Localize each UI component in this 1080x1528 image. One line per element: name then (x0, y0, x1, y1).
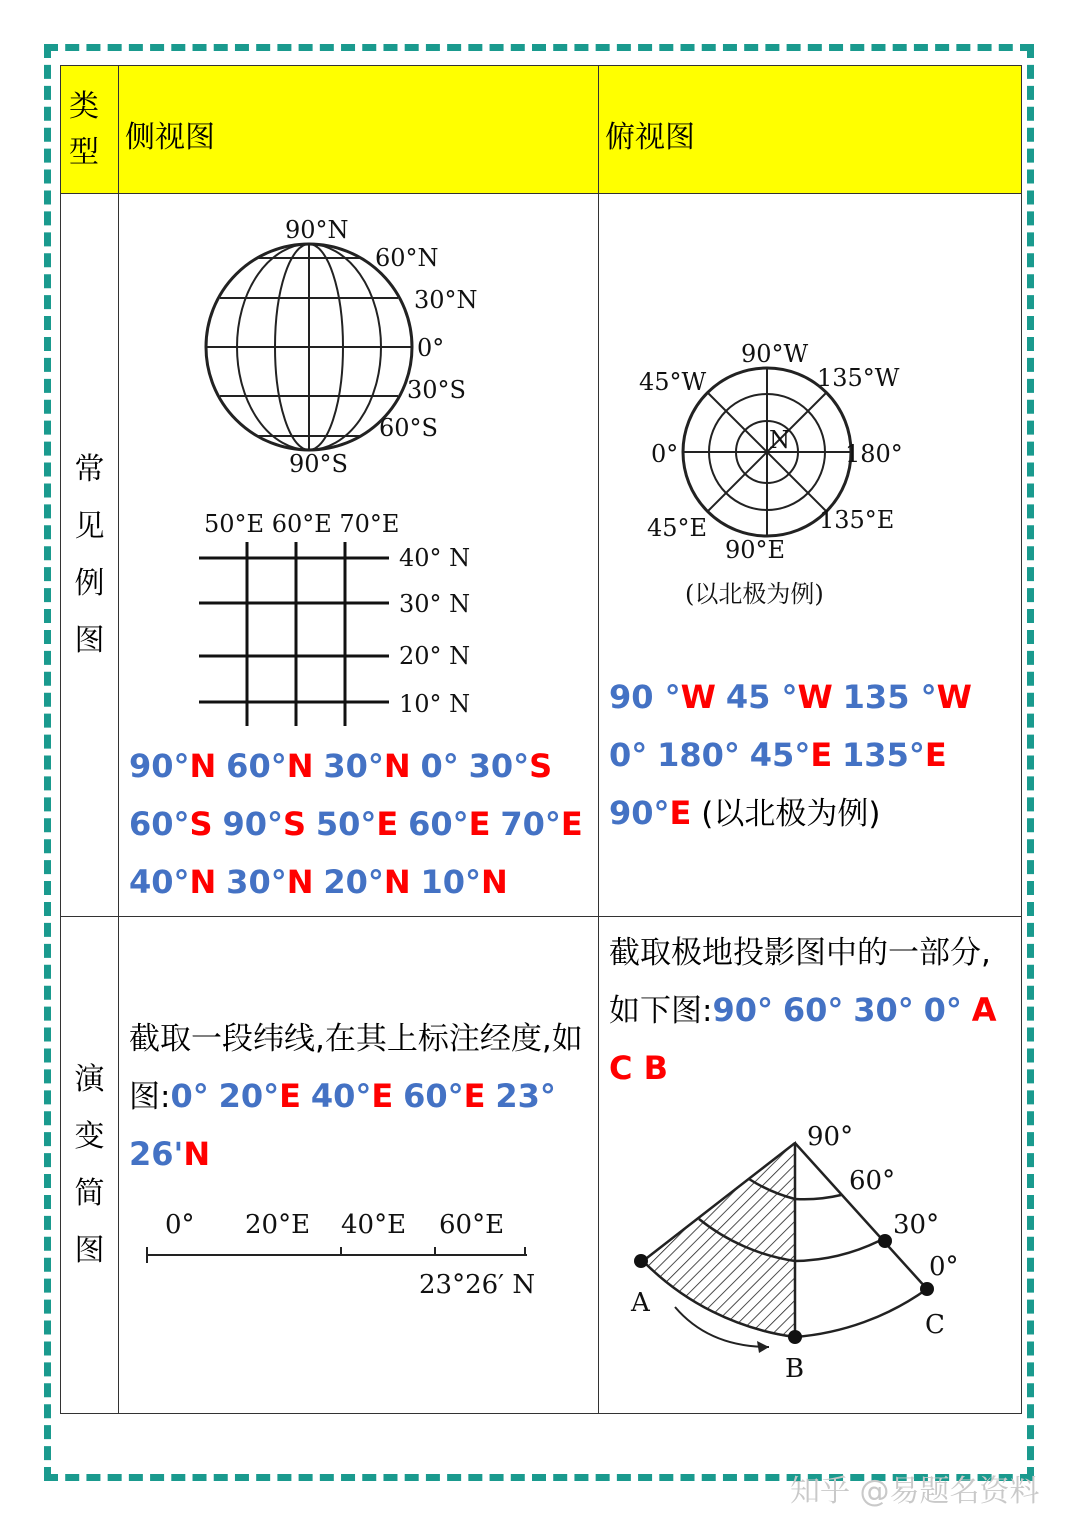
coord-direction: E (810, 736, 833, 774)
coord-direction: E (560, 805, 583, 843)
globe-label-30n: 30°N (414, 286, 478, 314)
coord-number: 0° (923, 991, 962, 1029)
coord-token (316, 805, 398, 843)
coord-number: 90° (712, 991, 773, 1029)
coord-token (323, 747, 410, 785)
segment-label-20e: 20°E (245, 1210, 311, 1240)
coord-number: 0° (420, 747, 459, 785)
coord-token (469, 747, 553, 785)
coord-direction: E (376, 805, 399, 843)
coord-token (750, 736, 832, 774)
header-top-cell (599, 66, 1022, 194)
coord-token (712, 991, 773, 1029)
segment-lat-label: 23°26′ N (419, 1270, 536, 1300)
coord-number: 60° (403, 1077, 464, 1115)
coord-number: 0° (170, 1077, 209, 1115)
polar-label-90w: 90°W (741, 340, 809, 368)
coord-token (226, 863, 313, 901)
coord-direction: N (286, 747, 314, 785)
coord-token (783, 991, 844, 1029)
coord-token (403, 1077, 485, 1115)
header-type-cell (61, 66, 119, 194)
coord-direction: S (282, 805, 307, 843)
coord-number: 30° (226, 863, 287, 901)
coord-token (421, 863, 508, 901)
coord-number: 60° (129, 805, 190, 843)
evolved-side-text: 截取一段纬线,在其上标注经度,如图: (129, 1021, 583, 1115)
coord-token (657, 736, 740, 774)
globe-label-90n: 90°N (285, 216, 349, 244)
coord-number: 70° (500, 805, 561, 843)
coord-number: 45 ° (725, 678, 798, 716)
coord-token (609, 736, 647, 774)
coord-token (924, 991, 962, 1029)
coord-token (129, 747, 216, 785)
coord-direction: E (463, 1077, 486, 1115)
coord-direction: E (669, 794, 692, 832)
coord-direction: W (797, 678, 833, 716)
top-view-example-cell (599, 194, 1022, 917)
coord-number: 23° 26' (129, 1077, 556, 1173)
coord-number: 0° (609, 736, 648, 774)
header-type: 类型 (69, 89, 99, 170)
watermark: 知乎 @易题名资料 (790, 1474, 1040, 1509)
globe-label-60n: 60°N (375, 244, 439, 272)
segment-label-0: 0° (165, 1210, 195, 1240)
coord-number: 60° (226, 747, 287, 785)
coord-direction: N (189, 747, 217, 785)
coord-token (219, 1077, 301, 1115)
grid-lat-30n: 30° N (399, 590, 471, 618)
polar-fan-diagram (599, 1111, 1020, 1411)
header-side-view: 侧视图 (125, 120, 215, 155)
coord-direction: N (183, 1135, 211, 1173)
evolved-top-caption (609, 925, 1015, 1098)
coord-direction: E (279, 1077, 301, 1115)
coord-direction: S (529, 747, 553, 785)
coord-number: 20° (218, 1077, 280, 1115)
coord-token (609, 678, 716, 716)
evolved-row (61, 917, 1022, 1414)
coord-number: 90° (609, 794, 670, 832)
globe-label-30s: 30°S (407, 376, 466, 404)
segment-label-60e: 60°E (439, 1210, 505, 1240)
polar-label-n: N (769, 426, 790, 454)
coord-token (311, 1077, 393, 1115)
coord-number: 60° (408, 805, 469, 843)
coord-number: 50° (315, 805, 377, 843)
evolved-label: 演变简图 (74, 1062, 105, 1268)
segment-label-40e: 40°E (341, 1210, 407, 1240)
coord-number: 135 ° (842, 678, 937, 716)
common-label-cell (61, 194, 119, 917)
fan-label-60: 60° (849, 1166, 896, 1196)
polar-label-180: 180° (845, 440, 903, 468)
evolved-side-cell (119, 917, 599, 1414)
coord-token (129, 805, 213, 843)
globe-label-60s: 60°S (379, 414, 438, 442)
grid-lat-40n: 40° N (399, 544, 471, 572)
coord-number: 20° (323, 863, 384, 901)
polar-label-0: 0° (651, 440, 679, 468)
coord-number: 60° (782, 991, 844, 1029)
common-label: 常见例图 (74, 452, 105, 658)
coord-number: 45° (749, 736, 811, 774)
coord-token (843, 678, 972, 716)
coord-direction: N (286, 863, 314, 901)
coord-number: 180° (657, 736, 740, 774)
coord-number: 30° (853, 991, 914, 1029)
coord-number: 40° (310, 1077, 372, 1115)
polar-label-45w: 45°W (639, 368, 707, 396)
coord-token (726, 678, 833, 716)
header-row (61, 66, 1022, 194)
coord-number: 40° (129, 863, 190, 901)
coord-token (842, 736, 947, 774)
polar-label-135e: 135°E (819, 506, 895, 534)
coord-number: 135° (842, 736, 925, 774)
grid-lon-labels: 50°E 60°E 70°E (204, 510, 400, 538)
polar-caption: (以北极为例) (685, 580, 824, 608)
coord-token (129, 863, 216, 901)
coord-token (323, 863, 410, 901)
coord-token (609, 794, 691, 832)
coord-direction: S (189, 805, 213, 843)
coord-number: 90° (222, 805, 283, 843)
fan-label-90: 90° (807, 1122, 854, 1152)
grid-lat-20n: 20° N (399, 642, 471, 670)
grid-diagram (199, 542, 389, 726)
header-top-view: 俯视图 (605, 120, 695, 155)
evolved-top-cell (599, 917, 1022, 1414)
globe-label-90s: 90°S (289, 450, 348, 478)
coord-number: 90° (129, 747, 190, 785)
coord-token (500, 805, 582, 843)
evolved-label-cell (61, 917, 119, 1414)
top-caption-suffix: (以北极为例) (701, 796, 881, 832)
top-view-caption (609, 669, 1015, 843)
coord-number: 90 ° (609, 678, 681, 716)
latitude-segment-diagram (119, 1193, 597, 1333)
coord-token (170, 1077, 208, 1115)
coord-direction: W (936, 678, 972, 716)
coord-token (226, 747, 313, 785)
polar-diagram (599, 194, 1020, 624)
coord-direction: N (383, 863, 411, 901)
point-letters: A C B (609, 991, 997, 1087)
coord-token (421, 747, 459, 785)
header-side-cell (119, 66, 599, 194)
evolved-top-text: 截取极地投影图中的一部分,如下图: (609, 935, 991, 1029)
fan-point-a: A (631, 1288, 650, 1318)
coord-direction: N (383, 747, 411, 785)
polar-label-45e: 45°E (647, 514, 708, 542)
coord-direction: E (468, 805, 491, 843)
side-view-caption (129, 738, 592, 912)
evolved-side-caption (129, 1011, 592, 1184)
coord-direction: W (680, 678, 716, 716)
coord-direction: N (189, 863, 217, 901)
comparison-table (60, 65, 1022, 1414)
globe-label-0: 0° (417, 334, 445, 362)
fan-label-30: 30° (893, 1210, 940, 1240)
polar-label-135w: 135°W (817, 364, 900, 392)
polar-label-90e: 90°E (725, 536, 786, 564)
fan-point-b: B (785, 1354, 805, 1384)
coord-direction: E (924, 736, 947, 774)
coord-direction: N (481, 863, 508, 901)
coord-token (853, 991, 914, 1029)
fan-label-0: 0° (929, 1252, 959, 1282)
coord-number: 30° (468, 747, 530, 785)
fan-point-c: C (925, 1310, 945, 1340)
grid-lat-10n: 10° N (399, 690, 471, 718)
coord-number: 10° (420, 863, 482, 901)
common-row (61, 194, 1022, 917)
coord-direction: E (371, 1077, 394, 1115)
coord-token (408, 805, 490, 843)
side-view-diagrams (119, 194, 597, 734)
side-view-example-cell (119, 194, 599, 917)
coord-token (222, 805, 306, 843)
coord-number: 30° (323, 747, 384, 785)
